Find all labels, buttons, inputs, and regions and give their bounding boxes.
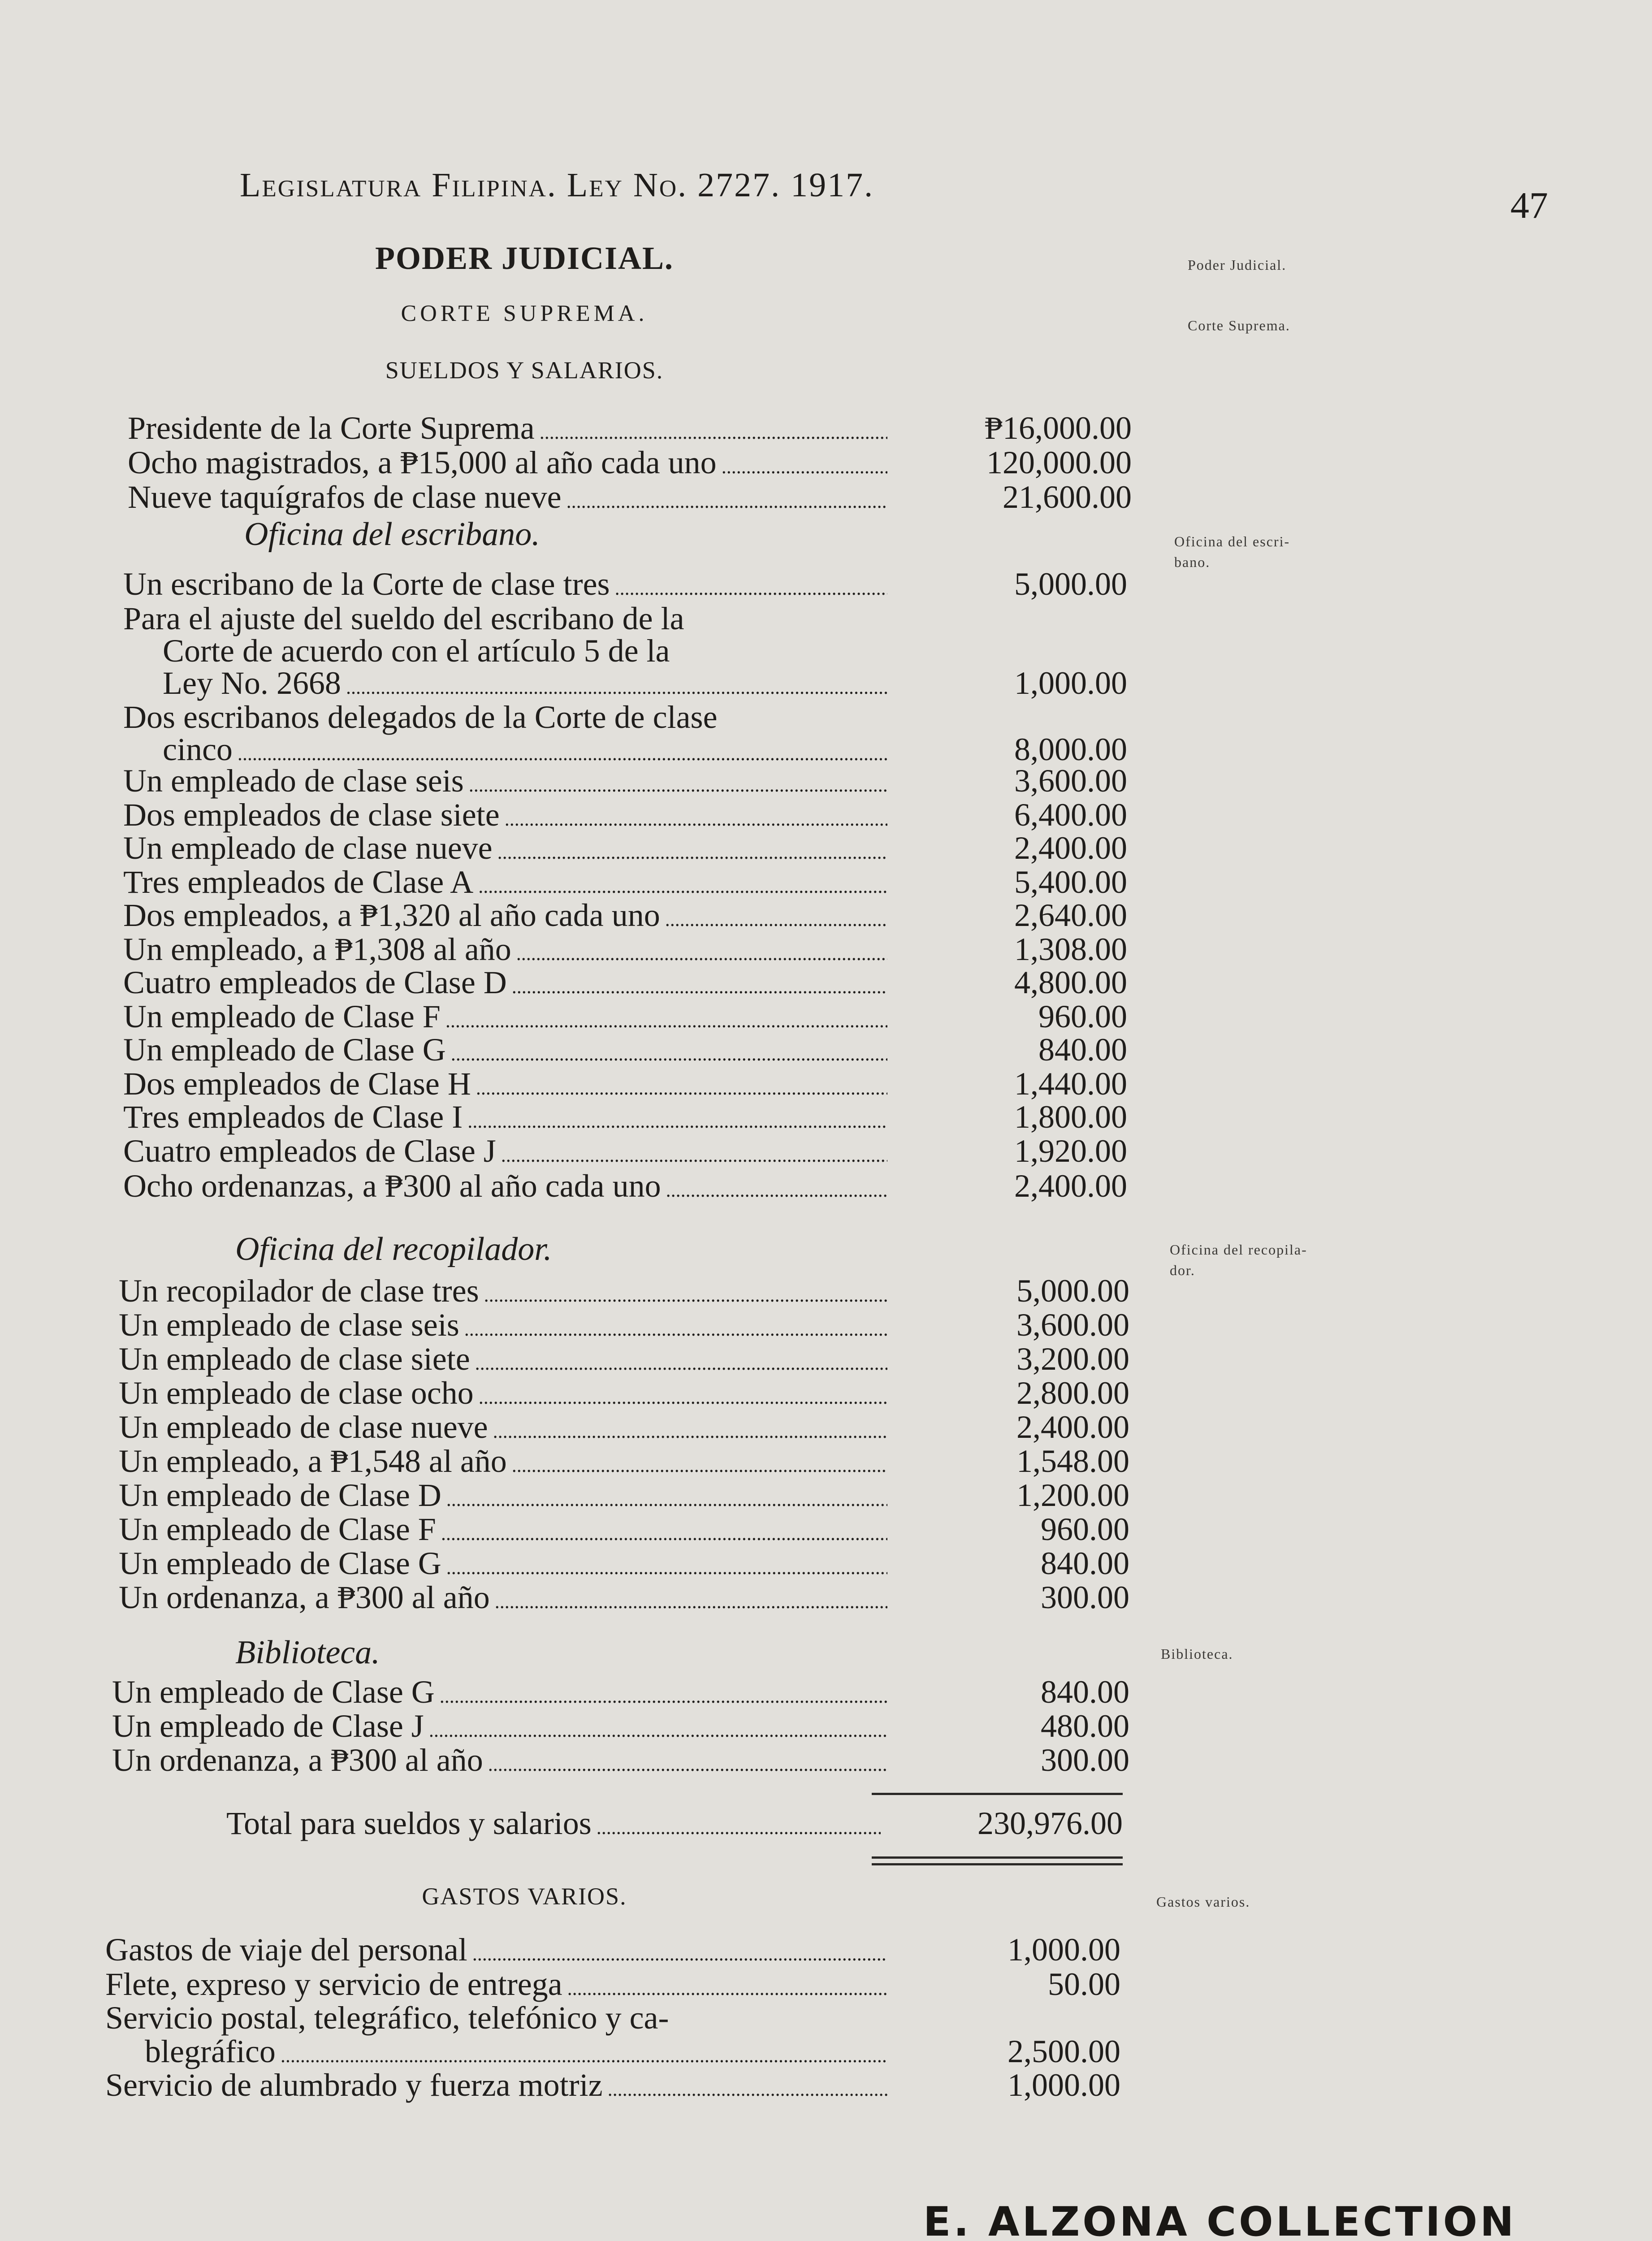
item-label: Un empleado de Clase G ..... — [112, 1674, 887, 1710]
item-label: Dos empleados de Clase H ..... — [123, 1066, 887, 1102]
item-label: Un empleado de clase ocho ..... — [119, 1375, 887, 1411]
item-amount: 300.00 — [1041, 1742, 1129, 1778]
table-row — [112, 1708, 1129, 1744]
item-amount: 2,640.00 — [1014, 897, 1127, 933]
item-label: Un empleado de clase nueve ..... — [123, 830, 887, 866]
item-amount: 2,400.00 — [1014, 1168, 1127, 1204]
item-label: Un empleado de Clase G ..... — [119, 1545, 887, 1581]
item-label: Dos escribanos delegados de la Corte de clase — [123, 699, 718, 735]
item-label: Gastos de viaje del personal ..... — [105, 1932, 887, 1968]
table-row — [123, 797, 1127, 833]
item-amount: 50.00 — [1048, 1966, 1120, 2002]
table-row — [123, 830, 1127, 866]
table-row — [123, 1099, 1127, 1135]
margin-note-line: Oficina del recopila- — [1170, 1242, 1307, 1258]
item-label: Dos empleados, a ₱1,320 al año cada uno ..... — [123, 897, 887, 933]
table-row — [163, 633, 1127, 669]
table-row — [128, 479, 1132, 515]
table-row — [123, 1032, 1127, 1068]
total-rule-double-1 — [872, 1856, 1123, 1859]
item-label: Tres empleados de Clase A ..... — [123, 864, 887, 900]
table-row — [112, 1742, 1129, 1778]
total-rule-top — [872, 1793, 1123, 1795]
item-amount: 480.00 — [1041, 1708, 1129, 1744]
item-amount: 1,000.00 — [1008, 2067, 1120, 2103]
item-label: blegráfico ..... — [145, 2033, 887, 2069]
table-row — [105, 2067, 1120, 2103]
item-label: Corte de acuerdo con el artículo 5 de la — [163, 633, 670, 669]
item-amount: 1,000.00 — [1008, 1932, 1120, 1968]
table-row — [119, 1375, 1129, 1411]
subheading-biblioteca: Biblioteca. — [235, 1634, 380, 1671]
item-label: Flete, expreso y servicio de entrega ..... — [105, 1966, 887, 2002]
item-label: Ocho magistrados, a ₱15,000 al año cada uno ..... — [128, 445, 887, 480]
table-row — [145, 2033, 1120, 2069]
heading-gastos-varios: GASTOS VARIOS. — [422, 1883, 627, 1910]
heading-poder-judicial: PODER JUDICIAL. — [375, 240, 674, 276]
item-label: Un empleado, a ₱1,308 al año ..... — [123, 931, 887, 967]
table-row — [123, 999, 1127, 1034]
item-amount: 3,600.00 — [1014, 763, 1127, 799]
table-row — [123, 965, 1127, 1000]
item-amount: 2,400.00 — [1014, 830, 1127, 866]
total-amount: 230,976.00 — [977, 1805, 1123, 1841]
item-amount: 4,800.00 — [1014, 965, 1127, 1000]
item-amount: 21,600.00 — [1003, 479, 1132, 515]
table-row — [123, 864, 1127, 900]
item-label: Ley No. 2668 ..... — [163, 665, 887, 701]
item-amount: 840.00 — [1038, 1032, 1127, 1068]
item-label: Tres empleados de Clase I ..... — [123, 1099, 887, 1135]
total-rule-double-2 — [872, 1863, 1123, 1865]
table-row — [163, 731, 1127, 767]
heading-sueldos-salarios: SUELDOS Y SALARIOS. — [385, 357, 664, 384]
item-label: Un empleado de Clase F ..... — [119, 1511, 887, 1547]
item-amount: 5,000.00 — [1014, 566, 1127, 602]
margin-note-biblioteca: Biblioteca. — [1161, 1646, 1233, 1662]
table-row — [119, 1409, 1129, 1445]
table-row — [119, 1341, 1129, 1377]
item-amount: ₱16,000.00 — [984, 410, 1132, 446]
margin-note-line: bano. — [1174, 554, 1211, 570]
item-label: Un empleado de Clase G ..... — [123, 1032, 887, 1068]
item-label: Servicio postal, telegráfico, telefónico y ca- — [105, 2000, 669, 2036]
table-row — [105, 1932, 1120, 1968]
item-amount: 2,400.00 — [1016, 1409, 1129, 1445]
subheading-oficina-escribano: Oficina del escribano. — [244, 516, 540, 553]
subheading-oficina-recopilador: Oficina del recopilador. — [235, 1231, 552, 1268]
item-label: Cuatro empleados de Clase J ..... — [123, 1133, 887, 1169]
item-label: Un empleado de clase siete ..... — [119, 1341, 887, 1377]
item-label: Para el ajuste del sueldo del escribano de la — [123, 601, 684, 636]
margin-note-gastos-varios: Gastos varios. — [1156, 1894, 1250, 1910]
table-row — [119, 1307, 1129, 1343]
table-row — [163, 665, 1127, 701]
margin-note-corte-suprema: Corte Suprema. — [1188, 317, 1290, 333]
item-label: Un empleado de clase seis ..... — [119, 1307, 887, 1343]
margin-note-poder-judicial: Poder Judicial. — [1188, 257, 1287, 273]
stamp-line-collection: E. ALZONA COLLECTION — [923, 2198, 1517, 2241]
item-amount: 1,000.00 — [1014, 665, 1127, 701]
item-amount: 1,308.00 — [1014, 931, 1127, 967]
table-row — [112, 1674, 1129, 1710]
table-row — [128, 410, 1132, 446]
table-row — [123, 566, 1127, 602]
item-label: Servicio de alumbrado y fuerza motriz ..... — [105, 2067, 887, 2103]
item-label: Un ordenanza, a ₱300 al año ..... — [119, 1579, 887, 1615]
item-label: Nueve taquígrafos de clase nueve ..... — [128, 479, 887, 515]
table-row — [123, 699, 1127, 735]
item-amount: 3,600.00 — [1016, 1307, 1129, 1343]
item-amount: 5,000.00 — [1016, 1273, 1129, 1309]
table-row — [105, 1966, 1120, 2002]
running-title: Legislatura Filipina. Ley No. 2727. 1917. — [240, 166, 874, 204]
item-amount: 1,200.00 — [1016, 1477, 1129, 1513]
item-label: Un empleado de Clase D ..... — [119, 1477, 887, 1513]
item-label: Un empleado, a ₱1,548 al año ..... — [119, 1443, 887, 1479]
table-row — [123, 1168, 1127, 1204]
heading-corte-suprema: CORTE SUPREMA. — [401, 301, 648, 326]
item-amount: 120,000.00 — [986, 445, 1132, 480]
table-row — [123, 763, 1127, 799]
item-amount: 2,500.00 — [1008, 2033, 1120, 2069]
item-label: Un escribano de la Corte de clase tres ..... — [123, 566, 887, 602]
page-number: 47 — [1510, 185, 1548, 226]
table-row — [123, 931, 1127, 967]
total-row — [226, 1805, 1123, 1841]
item-label: cinco ..... — [163, 731, 887, 767]
item-label: Un empleado de clase nueve ..... — [119, 1409, 887, 1445]
item-amount: 1,548.00 — [1016, 1443, 1129, 1479]
item-amount: 3,200.00 — [1016, 1341, 1129, 1377]
table-row — [105, 2000, 1120, 2036]
item-amount: 2,800.00 — [1016, 1375, 1129, 1411]
item-label: Cuatro empleados de Clase D ..... — [123, 965, 887, 1000]
table-row — [119, 1273, 1129, 1309]
item-label: Un empleado de Clase F ..... — [123, 999, 887, 1034]
table-row — [119, 1443, 1129, 1479]
item-amount: 1,920.00 — [1014, 1133, 1127, 1169]
item-amount: 8,000.00 — [1014, 731, 1127, 767]
table-row — [123, 601, 1127, 636]
table-row — [119, 1511, 1129, 1547]
item-amount: 840.00 — [1041, 1545, 1129, 1581]
total-label: Total para sueldos y salarios ..... — [226, 1805, 881, 1841]
table-row — [123, 1133, 1127, 1169]
item-amount: 1,800.00 — [1014, 1099, 1127, 1135]
table-row — [128, 445, 1132, 480]
item-label: Dos empleados de clase siete ..... — [123, 797, 887, 833]
item-amount: 960.00 — [1038, 999, 1127, 1034]
table-row — [119, 1545, 1129, 1581]
table-row — [119, 1477, 1129, 1513]
margin-note-line: dor. — [1170, 1262, 1195, 1278]
margin-note-line: Oficina del escri- — [1174, 533, 1290, 549]
table-row — [123, 897, 1127, 933]
item-amount: 1,440.00 — [1014, 1066, 1127, 1102]
item-amount: 300.00 — [1041, 1579, 1129, 1615]
item-label: Un ordenanza, a ₱300 al año ..... — [112, 1742, 887, 1778]
item-label: Un empleado de Clase J ..... — [112, 1708, 887, 1744]
table-row — [123, 1066, 1127, 1102]
item-label: Ocho ordenanzas, a ₱300 al año cada uno ..... — [123, 1168, 887, 1204]
item-amount: 840.00 — [1041, 1674, 1129, 1710]
item-label: Un empleado de clase seis ..... — [123, 763, 887, 799]
item-amount: 6,400.00 — [1014, 797, 1127, 833]
item-label: Un recopilador de clase tres ..... — [119, 1273, 887, 1309]
item-amount: 5,400.00 — [1014, 864, 1127, 900]
item-amount: 960.00 — [1041, 1511, 1129, 1547]
item-label: Presidente de la Corte Suprema ..... — [128, 410, 887, 446]
table-row — [119, 1579, 1129, 1615]
